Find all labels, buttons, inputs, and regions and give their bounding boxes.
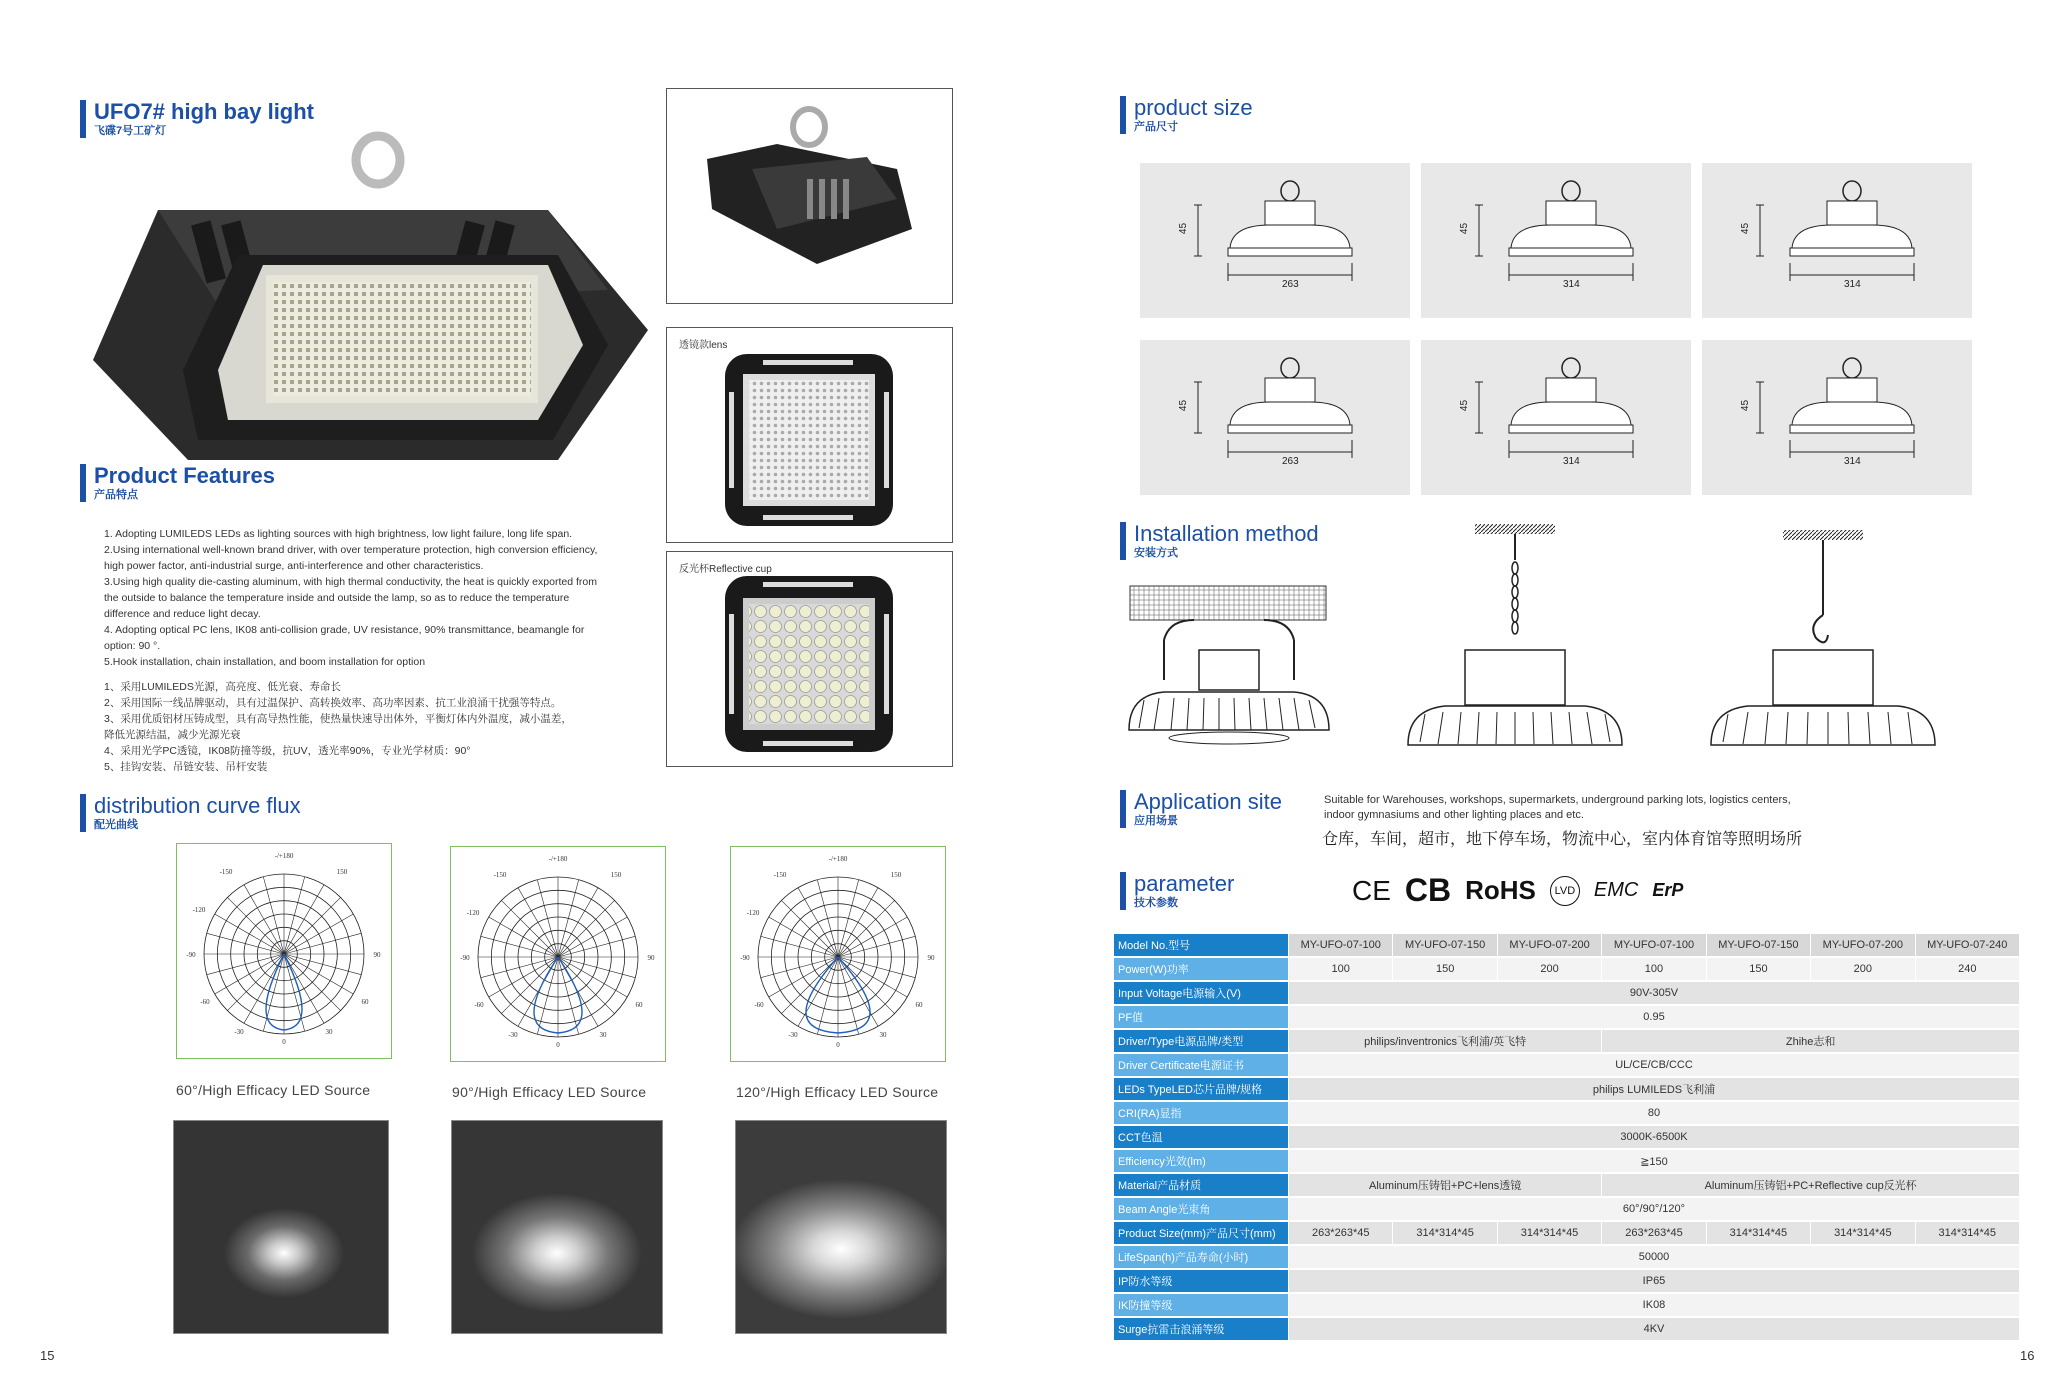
polar-angle-label: 150 <box>610 871 622 879</box>
polar-spoke <box>838 888 878 957</box>
size-height-label: 45 <box>1459 399 1471 412</box>
polar-spoke <box>284 914 353 954</box>
polar-angle-label: 90 <box>647 954 655 962</box>
install-title <box>1120 522 1319 560</box>
polar-spoke <box>284 954 353 994</box>
cell-model: MY-UFO-07-100 <box>1602 934 1706 957</box>
polar-angle-label: 30 <box>599 1031 607 1039</box>
feature-en-line: option: 90 °. <box>104 640 161 652</box>
cell-model: MY-UFO-07-240 <box>1915 934 2019 957</box>
label-size: Product Size(mm)产品尺寸(mm) <box>1114 1221 1289 1245</box>
polar-angle-label: -120 <box>746 909 760 917</box>
size-drawing <box>1702 340 1972 495</box>
polar-spoke <box>558 957 615 1014</box>
label-ik: IK防撞等级 <box>1114 1293 1289 1317</box>
polar-angle-label: 150 <box>890 871 902 879</box>
application-description-en-2: indoor gymnasiums and other lighting places and etc. <box>1324 809 1584 821</box>
feature-cn-line: 3、采用优质铝材压铸成型，具有高导热性能，使热量快速导出体外，平衡灯体内外温度，减小温差， <box>104 713 572 725</box>
polar-diagram-60 <box>176 843 392 1059</box>
polar-angle-label: -90 <box>186 951 196 959</box>
polar-angle-label: -30 <box>234 1028 244 1036</box>
polar-spoke <box>798 957 838 1026</box>
label-surge: Surge抗雷击浪涌等级 <box>1114 1317 1289 1341</box>
feature-en-line: the outside to balance the temperature inside and outside the lamp, so as to reduce the temperature <box>104 592 570 604</box>
feature-en-line: difference and reduce light decay. <box>104 608 261 620</box>
table-row-material <box>1114 1173 2020 1197</box>
size-height-label: 45 <box>1178 399 1190 412</box>
lens-image-box <box>666 327 953 543</box>
polar-angle-label: -60 <box>200 998 210 1006</box>
feature-cn-line: 1、采用LUMILEDS光源，高亮度、低光衰、寿命长 <box>104 681 341 693</box>
table-row-size <box>1114 1221 2020 1245</box>
feature-cn-line: 降低光源结温，减少光源光衰 <box>104 729 241 741</box>
polar-spoke <box>215 954 284 994</box>
feature-en-line: 4. Adopting optical PC lens, IK08 anti-collision grade, UV resistance, 90% transmittance, beamangle for <box>104 624 585 636</box>
polar-spoke <box>489 957 558 997</box>
size-drawing-cell <box>1421 163 1691 318</box>
page-number-left: 15 <box>40 1348 55 1363</box>
polar-spoke <box>838 900 895 957</box>
beam-photo-90 <box>451 1120 663 1334</box>
polar-diagram-90 <box>450 846 666 1062</box>
cell-leds: philips LUMILEDS飞利浦 <box>1289 1077 2020 1101</box>
table-row-cert <box>1114 1053 2020 1077</box>
application-description-en-1: Suitable for Warehouses, workshops, supermarkets, underground parking lots, logistics centers, <box>1324 794 1791 806</box>
feature-cn-line: 5、挂钩安装、吊链安装、吊杆安装 <box>104 761 268 773</box>
size-drawing-cell <box>1702 340 1972 495</box>
distribution-title <box>80 794 301 832</box>
table-row-beam <box>1114 1197 2020 1221</box>
table-row-leds <box>1114 1077 2020 1101</box>
polar-chart <box>731 847 945 1061</box>
polar-angle-label: 150 <box>336 868 348 876</box>
application-title-en: Application site <box>1134 789 1282 814</box>
table-row-driver <box>1114 1029 2020 1053</box>
features-cn-list <box>104 679 572 775</box>
polar-spoke <box>769 917 838 957</box>
size-height-label: 45 <box>1740 222 1752 235</box>
size-width-label: 314 <box>1563 456 1580 467</box>
polar-spoke <box>284 885 324 954</box>
polar-angle-label: -60 <box>754 1001 764 1009</box>
polar-angle-label: -/+180 <box>274 852 294 860</box>
source-label-120: 120°/High Efficacy LED Source <box>736 1084 939 1100</box>
size-drawing <box>1421 340 1691 495</box>
polar-spoke <box>501 900 558 957</box>
size-title-en: product size <box>1134 95 1253 120</box>
cell-size: 314*314*45 <box>1915 1221 2019 1245</box>
beam-photo-120 <box>735 1120 947 1334</box>
page-number-right: 16 <box>2020 1348 2035 1363</box>
cell-power: 240 <box>1915 957 2019 981</box>
feature-en-line: 2.Using international well-known brand driver, with over temperature protection, high conversion efficiency, <box>104 544 598 556</box>
erp-logo: ErP <box>1652 880 1684 900</box>
main-product-image <box>88 130 660 475</box>
cell-power: 200 <box>1811 957 1915 981</box>
hook-installation-drawing <box>1708 520 1938 760</box>
cell-model: MY-UFO-07-200 <box>1811 934 1915 957</box>
label-efficiency: Efficiency光效(lm) <box>1114 1149 1289 1173</box>
cell-beam: 60°/90°/120° <box>1289 1197 2020 1221</box>
reflective-cup-image-box <box>666 551 953 767</box>
cell-lifespan: 50000 <box>1289 1245 2020 1269</box>
cell-driver-b: Zhihe志和 <box>1602 1029 2020 1053</box>
polar-angle-label: -150 <box>773 871 787 879</box>
ce-logo: CE <box>1352 874 1391 906</box>
polar-chart <box>177 844 391 1058</box>
table-row-lifespan <box>1114 1245 2020 1269</box>
feature-en-line: 1. Adopting LUMILEDS LEDs as lighting sources with high brightness, low light failure, long life span. <box>104 528 573 540</box>
label-cct: CCT色温 <box>1114 1125 1289 1149</box>
polar-spoke <box>489 917 558 957</box>
chain-installation-drawing <box>1405 520 1625 760</box>
source-label-60: 60°/High Efficacy LED Source <box>176 1082 371 1098</box>
size-drawing-cell <box>1140 163 1410 318</box>
polar-spoke <box>781 957 838 1014</box>
certification-logos <box>1352 872 1683 909</box>
parameter-title-en: parameter <box>1134 871 1235 896</box>
lvd-logo: LVD <box>1550 876 1580 906</box>
polar-angle-label: -30 <box>508 1031 518 1039</box>
label-voltage: Input Voltage电源输入(V) <box>1114 981 1289 1005</box>
polar-spoke <box>518 888 558 957</box>
cell-size: 314*314*45 <box>1393 1221 1497 1245</box>
label-lifespan: LifeSpan(h)产品寿命(小时) <box>1114 1245 1289 1269</box>
size-width-label: 263 <box>1282 279 1299 290</box>
polar-spoke <box>244 954 284 1023</box>
polar-angle-label: 0 <box>282 1038 286 1046</box>
size-height-label: 45 <box>1740 399 1752 412</box>
polar-spoke <box>558 957 627 997</box>
polar-angle-label: 60 <box>915 1001 923 1009</box>
table-row-ik <box>1114 1293 2020 1317</box>
polar-angle-label: -30 <box>788 1031 798 1039</box>
cell-size: 314*314*45 <box>1706 1221 1810 1245</box>
cell-ik: IK08 <box>1289 1293 2020 1317</box>
label-ip: IP防水等级 <box>1114 1269 1289 1293</box>
lens-caption: 透镜款lens <box>679 340 728 351</box>
size-title <box>1120 96 1253 134</box>
cell-efficiency: ≧150 <box>1289 1149 2020 1173</box>
polar-spoke <box>781 900 838 957</box>
cell-power: 200 <box>1497 957 1601 981</box>
table-row-power <box>1114 957 2020 981</box>
size-height-label: 45 <box>1178 222 1190 235</box>
size-width-label: 314 <box>1563 279 1580 290</box>
polar-spoke <box>501 957 558 1014</box>
feature-en-line: 5.Hook installation, chain installation, and boom installation for option <box>104 656 426 668</box>
table-row-cct <box>1114 1125 2020 1149</box>
polar-spoke <box>244 885 284 954</box>
cell-power: 100 <box>1289 957 1393 981</box>
feature-en-line: high power factor, anti-industrial surge, anti-interference and other characteristics. <box>104 560 484 572</box>
install-title-cn: 安装方式 <box>1134 547 1178 559</box>
parameter-table <box>1114 934 2020 1342</box>
size-drawing-cell <box>1140 340 1410 495</box>
polar-angle-label: 0 <box>556 1041 560 1049</box>
polar-spoke <box>838 957 878 1026</box>
size-drawing <box>1140 163 1410 318</box>
cell-model: MY-UFO-07-100 <box>1289 934 1393 957</box>
cell-power: 150 <box>1393 957 1497 981</box>
application-title-cn: 应用场景 <box>1134 815 1178 827</box>
size-width-label: 263 <box>1282 456 1299 467</box>
application-title <box>1120 790 1282 828</box>
polar-angle-label: 90 <box>927 954 935 962</box>
cell-power: 150 <box>1706 957 1810 981</box>
polar-angle-label: 0 <box>836 1041 840 1049</box>
application-description-cn: 仓库，车间，超市，地下停车场，物流中心，室内体育馆等照明场所 <box>1322 831 1803 848</box>
cell-cri: 80 <box>1289 1101 2020 1125</box>
table-row-voltage <box>1114 981 2020 1005</box>
polar-spoke <box>284 897 341 954</box>
polar-angle-label: -120 <box>466 909 480 917</box>
table-row-surge <box>1114 1317 2020 1341</box>
polar-spoke <box>284 954 341 1011</box>
label-beam: Beam Angle光束角 <box>1114 1197 1289 1221</box>
feature-cn-line: 4、采用光学PC透镜，IK08防撞等级，抗UV，透光率90%，专业光学材质：90° <box>104 745 471 757</box>
polar-spoke <box>838 957 895 1014</box>
polar-angle-label: 90 <box>373 951 381 959</box>
polar-angle-label: -90 <box>740 954 750 962</box>
reflective-cup-version-image <box>723 574 895 754</box>
product-title-cn: 飞碟7号工矿灯 <box>94 125 167 137</box>
size-drawing-cell <box>1421 340 1691 495</box>
beam-photo-60 <box>173 1120 389 1334</box>
table-row-model <box>1114 934 2020 957</box>
label-power: Power(W)功率 <box>1114 957 1289 981</box>
table-row-pf <box>1114 1005 2020 1029</box>
feature-cn-line: 2、采用国际一线品牌驱动，具有过温保护、高转换效率、高功率因素、抗工业浪涌干扰强等特点。 <box>104 697 562 709</box>
cell-size: 314*314*45 <box>1811 1221 1915 1245</box>
cell-model: MY-UFO-07-150 <box>1393 934 1497 957</box>
size-title-cn: 产品尺寸 <box>1134 121 1178 133</box>
polar-spoke <box>558 888 598 957</box>
polar-spoke <box>227 954 284 1011</box>
boom-installation-drawing <box>1124 580 1334 750</box>
label-cert: Driver Certificate电源证书 <box>1114 1053 1289 1077</box>
size-drawing <box>1702 163 1972 318</box>
polar-angle-label: 60 <box>635 1001 643 1009</box>
polar-spoke <box>558 917 627 957</box>
cell-size: 263*263*45 <box>1602 1221 1706 1245</box>
cell-voltage: 90V-305V <box>1289 981 2020 1005</box>
cell-cert: UL/CE/CB/CCC <box>1289 1053 2020 1077</box>
label-leds: LEDs TypeLED芯片品牌/规格 <box>1114 1077 1289 1101</box>
parameter-title <box>1120 872 1234 910</box>
polar-diagram-120 <box>730 846 946 1062</box>
install-title-en: Installation method <box>1134 521 1319 546</box>
polar-angle-label: -/+180 <box>828 855 848 863</box>
cell-ip: IP65 <box>1289 1269 2020 1293</box>
polar-spoke <box>838 957 907 997</box>
cell-model: MY-UFO-07-150 <box>1706 934 1810 957</box>
emc-logo: EMC <box>1593 879 1639 901</box>
polar-angle-label: -150 <box>493 871 507 879</box>
cell-material-a: Aluminum压铸铝+PC+lens透镜 <box>1289 1173 1602 1197</box>
size-drawing <box>1140 340 1410 495</box>
polar-spoke <box>227 897 284 954</box>
cell-surge: 4KV <box>1289 1317 2020 1341</box>
product-side-view-image <box>667 89 952 303</box>
label-model: Model No.型号 <box>1114 934 1289 957</box>
polar-spoke <box>284 954 324 1023</box>
product-title-en: UFO7# high bay light <box>94 99 315 124</box>
label-driver: Driver/Type电源品牌/类型 <box>1114 1029 1289 1053</box>
polar-spoke <box>838 917 907 957</box>
polar-angle-label: -150 <box>219 868 233 876</box>
distribution-title-cn: 配光曲线 <box>94 819 138 831</box>
cell-size: 314*314*45 <box>1497 1221 1601 1245</box>
parameter-title-cn: 技术参数 <box>1134 897 1178 909</box>
label-cri: CRI(RA)显指 <box>1114 1101 1289 1125</box>
cb-logo: CB <box>1404 872 1452 908</box>
table-row-efficiency <box>1114 1149 2020 1173</box>
polar-chart <box>451 847 665 1061</box>
polar-spoke <box>798 888 838 957</box>
polar-spoke <box>215 914 284 954</box>
polar-angle-label: -90 <box>460 954 470 962</box>
polar-angle-label: -60 <box>474 1001 484 1009</box>
table-row-ip <box>1114 1269 2020 1293</box>
cell-power: 100 <box>1602 957 1706 981</box>
cell-material-b: Aluminum压铸铝+PC+Reflective cup反光杯 <box>1602 1173 2020 1197</box>
polar-angle-label: 60 <box>361 998 369 1006</box>
cell-size: 263*263*45 <box>1289 1221 1393 1245</box>
rohs-logo: RoHS <box>1465 875 1536 905</box>
cell-driver-a: philips/inventronics飞利浦/英飞特 <box>1289 1029 1602 1053</box>
lens-version-image <box>723 352 895 528</box>
cell-model: MY-UFO-07-200 <box>1497 934 1601 957</box>
source-label-90: 90°/High Efficacy LED Source <box>452 1084 647 1100</box>
feature-en-line: 3.Using high quality die-casting aluminum, with high thermal conductivity, the heat is quickly exported from <box>104 576 597 588</box>
polar-spoke <box>558 900 615 957</box>
features-en-list <box>104 526 597 670</box>
side-view-image-box <box>666 88 953 304</box>
size-height-label: 45 <box>1459 222 1471 235</box>
cell-pf: 0.95 <box>1289 1005 2020 1029</box>
label-pf: PF值 <box>1114 1005 1289 1029</box>
cell-cct: 3000K-6500K <box>1289 1125 2020 1149</box>
size-drawing <box>1421 163 1691 318</box>
reflective-cup-caption: 反光杯Reflective cup <box>679 564 772 575</box>
polar-angle-label: -/+180 <box>548 855 568 863</box>
features-title-cn: 产品特点 <box>94 489 138 501</box>
size-width-label: 314 <box>1844 279 1861 290</box>
polar-angle-label: 30 <box>879 1031 887 1039</box>
features-title-en: Product Features <box>94 463 275 488</box>
size-width-label: 314 <box>1844 456 1861 467</box>
label-material: Material产品材质 <box>1114 1173 1289 1197</box>
table-row-cri <box>1114 1101 2020 1125</box>
size-drawing-cell <box>1702 163 1972 318</box>
distribution-title-en: distribution curve flux <box>94 793 301 818</box>
polar-angle-label: 30 <box>325 1028 333 1036</box>
polar-angle-label: -120 <box>192 906 206 914</box>
features-title <box>80 464 275 502</box>
polar-spoke <box>769 957 838 997</box>
